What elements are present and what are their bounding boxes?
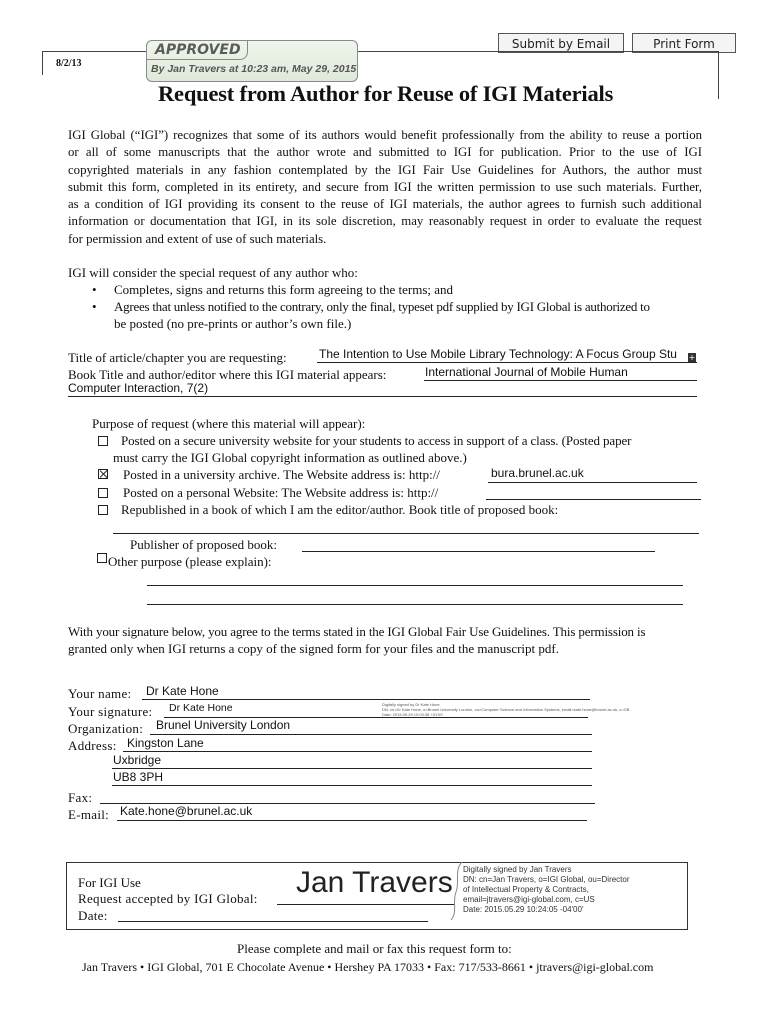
email-underline xyxy=(117,820,587,821)
field-overflow-icon: + xyxy=(688,353,696,362)
intro-line: as a condition of IGI providing its consent to the reuse of IGI materials, the author agrees to furnish such additional xyxy=(68,197,702,212)
purpose-checkbox-other[interactable] xyxy=(97,553,107,563)
accepted-by-input[interactable] xyxy=(277,904,455,905)
purpose-checkbox-university-archive[interactable] xyxy=(98,469,108,479)
purpose-option-class-website: Posted on a secure university website for your students to access in support of a class. (Posted paper xyxy=(121,433,632,448)
organization-input[interactable]: Brunel University London xyxy=(156,718,291,732)
intro-line: submit this form, completed in its entirety, and secure from IGI the written permission to use such materials. Further, xyxy=(68,179,702,194)
footer-instruction: Please complete and mail or fax this request form to: xyxy=(237,941,512,956)
book-title-underline-2 xyxy=(68,396,697,397)
name-underline xyxy=(142,699,590,700)
book-title-underline xyxy=(424,380,697,381)
igi-signature: Jan Travers xyxy=(296,866,453,899)
intro-paragraph xyxy=(68,127,702,248)
igi-use-heading: For IGI Use xyxy=(78,875,141,890)
book-title-input[interactable]: International Journal of Mobile Human xyxy=(425,365,628,379)
approved-stamp xyxy=(146,40,358,82)
page-title: Request from Author for Reuse of IGI Materials xyxy=(158,81,614,106)
personal-website-input[interactable] xyxy=(486,499,701,500)
address-underline-2 xyxy=(112,768,592,769)
purpose-option-republished-book: Republished in a book of which I am the editor/author. Book title of proposed book: xyxy=(121,502,559,517)
archive-website-underline xyxy=(488,482,697,483)
name-label: Your name: xyxy=(68,686,132,701)
purpose-option-class-website-cont: must carry the IGI Global copyright information as outlined above.) xyxy=(113,450,467,465)
other-purpose-input-2[interactable] xyxy=(147,604,683,605)
accepted-by-label: Request accepted by IGI Global: xyxy=(78,891,258,906)
dsig-line: DN: cn=Jan Travers, o=IGI Global, ou=Director xyxy=(463,875,630,884)
address-underline-1 xyxy=(123,751,592,752)
purpose-option-personal-website: Posted on a personal Website: The Website address is: http:// xyxy=(123,485,439,500)
other-purpose-input-1[interactable] xyxy=(147,585,683,586)
dsig-line: Digitally signed by Jan Travers xyxy=(463,865,572,874)
email-input[interactable]: Kate.hone@brunel.ac.uk xyxy=(120,804,253,818)
signature-label: Your signature: xyxy=(68,704,153,719)
intro-line: for permission and extent of use of such materials. xyxy=(68,231,327,246)
form-frame-top xyxy=(42,51,718,52)
purpose-checkbox-republished-book[interactable] xyxy=(98,505,108,515)
signature-input[interactable]: Dr Kate Hone xyxy=(169,702,233,714)
form-frame-right xyxy=(718,51,719,99)
book-title-label: Book Title and author/editor where this IGI material appears: xyxy=(68,367,387,382)
form-frame-left xyxy=(42,51,43,75)
intro-line: or all of some manuscripts that the author wrote and submitted to IGI for publication. Prior to the use of IGI xyxy=(68,145,702,160)
publisher-input[interactable] xyxy=(302,551,655,552)
purpose-option-university-archive: Posted in a university archive. The Website address is: http:// xyxy=(123,467,440,482)
print-form-button[interactable]: Print Form xyxy=(632,33,736,53)
dsig-line: email=jtravers@igi-global.com, c=US xyxy=(463,895,595,904)
dsig-line: of Intellectual Property & Contracts, xyxy=(463,885,589,894)
address-label: Address: xyxy=(68,738,117,753)
stamp-detail: By Jan Travers at 10:23 am, May 29, 2015 xyxy=(151,63,357,75)
article-title-underline xyxy=(317,362,697,363)
bullet-icon: • xyxy=(92,282,97,297)
address-input-line-2[interactable]: Uxbridge xyxy=(113,753,162,767)
fax-label: Fax: xyxy=(68,790,93,805)
igi-digital-signature xyxy=(463,865,630,915)
bullet-icon: • xyxy=(92,299,97,314)
name-input[interactable]: Dr Kate Hone xyxy=(146,684,219,698)
organization-label: Organization: xyxy=(68,721,144,736)
condition-item-1: Completes, signs and returns this form agreeing to the terms; and xyxy=(114,282,454,297)
intro-line: IGI Global (“IGI”) recognizes that some of its authors would benefit professionally from the ability to reuse a portion xyxy=(68,128,702,142)
agreement-line-2: granted only when IGI returns a copy of the signed form for your files and the manuscript pdf. xyxy=(68,641,559,656)
signature-detail-line: Digitally signed by Dr Kate Hone xyxy=(382,702,440,707)
article-title-label: Title of article/chapter you are requesting: xyxy=(68,350,287,365)
submit-by-email-button[interactable]: Submit by Email xyxy=(498,33,624,53)
signature-detail xyxy=(382,702,629,717)
igi-date-input[interactable] xyxy=(118,921,428,922)
condition-item-2: Agrees that unless notified to the contrary, only the final, typeset pdf supplied by IGI Global is authorized to xyxy=(114,299,650,314)
proposed-book-title-input[interactable] xyxy=(113,533,699,534)
archive-website-input[interactable]: bura.brunel.ac.uk xyxy=(491,466,584,480)
purpose-option-other: Other purpose (please explain): xyxy=(108,554,272,569)
signature-detail-line: DN: cn=Dr Kate Hone, o=Brunel University London, ou=Computer Science and Information Systems, email=kate.hone@brunel.ac.uk, c=GB xyxy=(382,707,630,712)
book-title-input-cont[interactable]: Computer Interaction, 7(2) xyxy=(68,381,209,395)
conditions-heading: IGI will consider the special request of any author who: xyxy=(68,265,358,280)
form-date: 8/2/13 xyxy=(56,58,82,69)
dsig-line: Date: 2015.05.29 10:24:05 -04'00' xyxy=(463,905,584,914)
footer-contact: Jan Travers • IGI Global, 701 E Chocolate Avenue • Hershey PA 17033 • Fax: 717/533-8661 • jtravers@igi-global.com xyxy=(82,960,654,974)
publisher-label: Publisher of proposed book: xyxy=(130,537,277,552)
address-input-line-1[interactable]: Kingston Lane xyxy=(127,736,204,750)
email-label: E-mail: xyxy=(68,807,110,822)
purpose-checkbox-class-website[interactable] xyxy=(98,436,108,446)
condition-item-2-cont: be posted (no pre-prints or author’s own file.) xyxy=(114,316,352,331)
stamp-status: APPROVED xyxy=(155,42,241,58)
organization-underline xyxy=(150,734,592,735)
purpose-checkbox-personal-website[interactable] xyxy=(98,488,108,498)
agreement-line-1: With your signature below, you agree to the terms stated in the IGI Global Fair Use Guidelines. This permission is xyxy=(68,624,646,639)
signature-detail-line: Date: 2015.05.29 10:03:38 +01'00' xyxy=(382,712,444,717)
article-title-input[interactable]: The Intention to Use Mobile Library Technology: A Focus Group Stu xyxy=(319,347,677,361)
intro-line: information or documentation that IGI, in its sole discretion, may reasonably request in order to evaluate the request xyxy=(68,214,702,229)
igi-date-label: Date: xyxy=(78,908,108,923)
purpose-heading: Purpose of request (where this material will appear): xyxy=(92,416,366,431)
intro-line: copyrighted materials in any fashion contemplated by the IGI Fair Use Guidelines for Authors, the author must xyxy=(68,162,702,177)
address-underline-3 xyxy=(112,785,592,786)
address-input-line-3[interactable]: UB8 3PH xyxy=(113,770,164,784)
